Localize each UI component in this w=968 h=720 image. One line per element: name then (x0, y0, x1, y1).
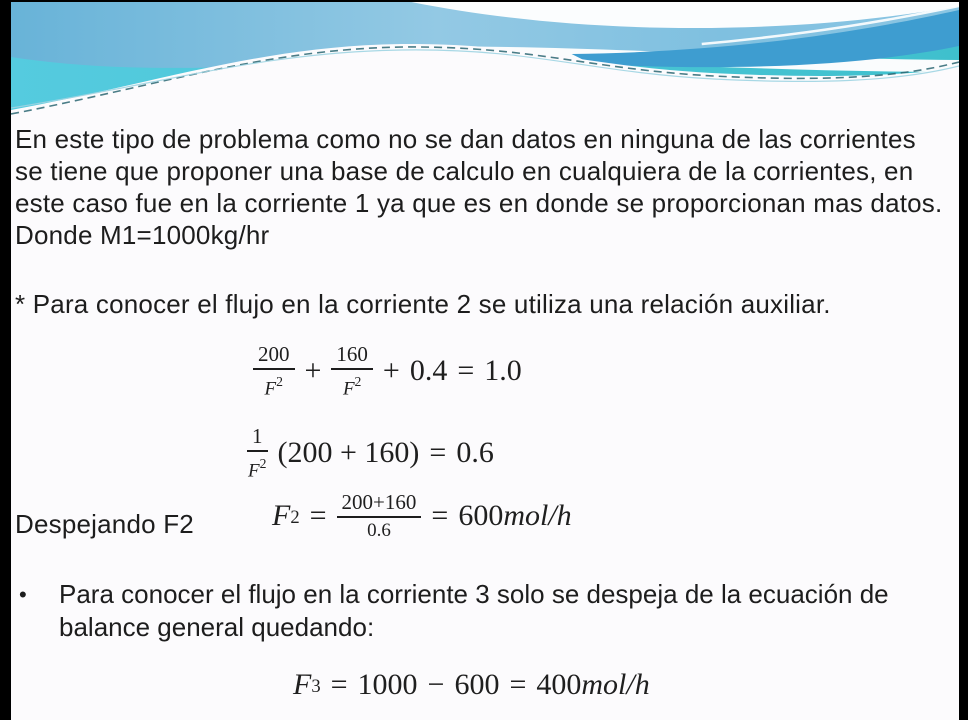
plus-operator: + (382, 354, 400, 388)
equals-sign: = (330, 668, 348, 701)
equals-sign: = (457, 354, 475, 388)
constant-term: 0.4 (409, 354, 448, 388)
equation-solve-F2 (272, 491, 572, 541)
result-with-unit: 400 mol/h (536, 668, 650, 701)
equals-sign: = (431, 499, 449, 532)
intro-text: En este tipo de problema como no se dan datos en ninguna de las corrientes se tiene que proponer una base de calculo en cualquiera de la corrientes, en este caso fue en la corriente 1 ya que es en donde se proporcionan mas datos. (15, 124, 943, 218)
plus-operator: + (304, 354, 322, 388)
intro-basis-line: Donde M1=1000kg/hr (15, 220, 270, 250)
value-600: 600 (454, 668, 500, 701)
fraction-160-over-F2: $\frac{160}{F^2}$ (331, 343, 373, 399)
bullet-text: Para conocer el flujo en la corriente 3 solo se despeja de la ecuación de balance general quedando: (59, 579, 889, 642)
fraction-sum-over-0.6: $\frac{200+160}{0.6}$ (337, 491, 422, 541)
equation-solve-F3 (293, 668, 650, 702)
equals-sign: = (309, 499, 327, 532)
result-value: 0.6 (456, 436, 494, 470)
bullet-item-stream3 (19, 578, 949, 644)
despejando-label: Despejando F2 (15, 509, 194, 539)
result-value: 1.0 (484, 354, 522, 388)
bullet-marker: • (19, 582, 27, 607)
auxiliary-relation-note: * Para conocer el flujo en la corriente 2 se utiliza una relación auxiliar. (15, 289, 831, 319)
wave-svg (11, 2, 959, 125)
equation-auxiliary-relation (253, 343, 522, 399)
equation-factored-form (247, 425, 494, 481)
value-1000: 1000 (357, 668, 418, 701)
equals-sign: = (509, 668, 527, 701)
parenthesized-sum: (200 + 160) (277, 436, 420, 470)
fraction-1-over-F2: $\frac{1}{F^2}$ (248, 424, 267, 482)
F-cubed-term: F $^3$ (293, 668, 321, 701)
fraction-200-over-F2: $\frac{200}{F^2}$ (253, 343, 295, 399)
wave-header-graphic (11, 2, 959, 125)
equals-sign: = (429, 436, 447, 470)
result-with-unit: 600 mol/h (458, 499, 572, 532)
minus-operator: − (427, 668, 445, 701)
intro-paragraph (15, 123, 951, 251)
F-squared-term: F $^2$ (272, 499, 300, 532)
slide (11, 2, 959, 720)
